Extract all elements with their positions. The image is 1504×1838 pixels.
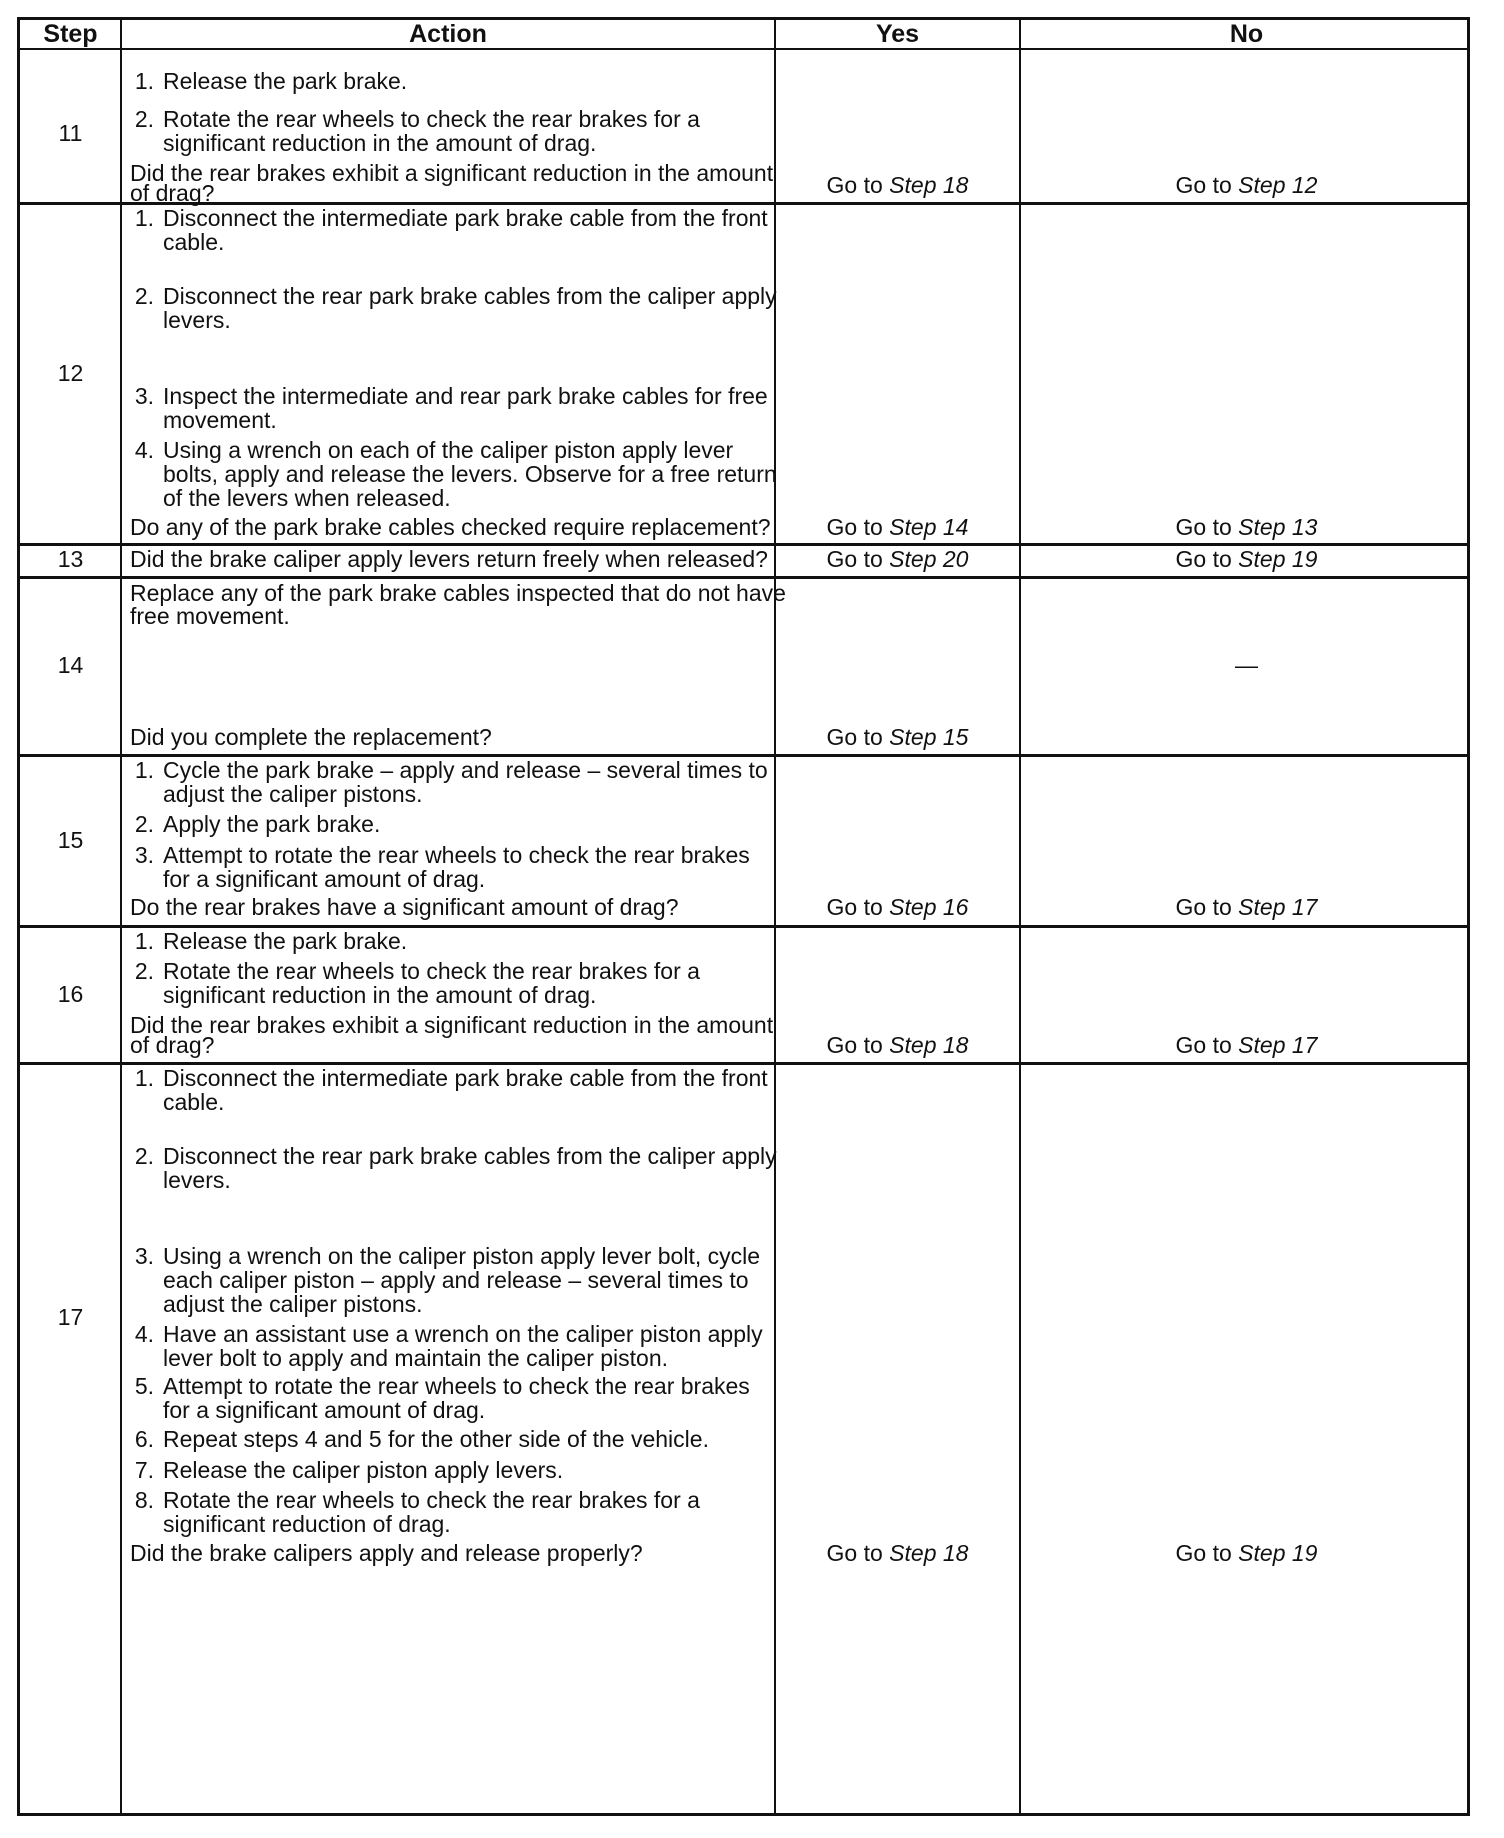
go-to-label: Go to (826, 514, 883, 540)
step-link[interactable]: Step 18 (889, 1032, 969, 1058)
action-question: Did you complete the replacement? (130, 724, 492, 750)
action-item-text: Attempt to rotate the rear wheels to check the rear brakes (163, 1373, 750, 1399)
action-item-text: Disconnect the rear park brake cables from the caliper apply (163, 1143, 777, 1169)
action-item-number: 2. (134, 283, 154, 309)
action-item-text: Repeat steps 4 and 5 for the other side of the vehicle. (163, 1426, 709, 1452)
action-item-text: Release the park brake. (163, 928, 408, 954)
action-item-text: Cycle the park brake – apply and release – several times to (163, 757, 768, 783)
action-question: Did the brake calipers apply and release properly? (130, 1540, 643, 1566)
action-item-number: 8. (134, 1487, 154, 1513)
action-item-number: 1. (134, 68, 154, 94)
no-result-dash: — (1235, 652, 1258, 678)
go-to-label: Go to (826, 1032, 883, 1058)
action-item-text: lever bolt to apply and maintain the caliper piston. (163, 1345, 669, 1371)
step-link[interactable]: Step 16 (889, 894, 969, 920)
header-action: Action (409, 20, 487, 48)
header-step: Step (43, 20, 98, 48)
step-link[interactable]: Step 13 (1238, 514, 1318, 540)
step-number: 17 (57, 1304, 84, 1330)
step-number: 14 (57, 652, 84, 678)
column-divider (120, 20, 122, 1813)
action-question: Do the rear brakes have a significant amount of drag? (130, 894, 679, 920)
no-result (1020, 171, 1473, 199)
action-item-text: for a significant amount of drag. (163, 866, 486, 892)
no-result (1020, 893, 1473, 921)
go-to-label: Go to (1175, 1540, 1232, 1566)
action-item-text: adjust the caliper pistons. (163, 1291, 423, 1317)
action-item-text: significant reduction in the amount of drag. (163, 982, 597, 1008)
action-item-text: significant reduction of drag. (163, 1511, 451, 1537)
go-to-label: Go to (1175, 172, 1232, 198)
yes-result (775, 723, 1020, 751)
action-item-number: 1. (134, 928, 154, 954)
step-link[interactable]: Step 14 (889, 514, 969, 540)
action-item-number: 7. (134, 1457, 154, 1483)
action-text: free movement. (130, 603, 290, 629)
action-item-text: levers. (163, 1167, 231, 1193)
step-link[interactable]: Step 18 (889, 172, 969, 198)
action-item-text: Rotate the rear wheels to check the rear brakes for a (163, 106, 700, 132)
action-item-number: 2. (134, 1143, 154, 1169)
header-no: No (1229, 20, 1264, 48)
action-item-text: Rotate the rear wheels to check the rear brakes for a (163, 958, 700, 984)
action-item-number: 2. (134, 811, 154, 837)
step-number: 12 (57, 360, 84, 386)
action-item-number: 1. (134, 757, 154, 783)
yes-result (775, 171, 1020, 199)
no-result (1020, 1539, 1473, 1567)
yes-result (775, 893, 1020, 921)
step-link[interactable]: Step 17 (1238, 1032, 1318, 1058)
action-item-text: Release the caliper piston apply levers. (163, 1457, 564, 1483)
action-item-text: Using a wrench on each of the caliper piston apply lever (163, 437, 734, 463)
go-to-label: Go to (826, 1540, 883, 1566)
no-result (1020, 513, 1473, 541)
action-item-number: 1. (134, 1065, 154, 1091)
action-item-number: 4. (134, 1321, 154, 1347)
yes-result (775, 513, 1020, 541)
step-link[interactable]: Step 19 (1238, 1540, 1318, 1566)
step-number: 11 (58, 120, 83, 146)
action-item-number: 3. (134, 1243, 154, 1269)
action-item-text: cable. (163, 1089, 225, 1115)
step-number: 13 (57, 546, 84, 572)
diagnostic-table (17, 17, 1470, 1816)
action-item-text: Rotate the rear wheels to check the rear brakes for a (163, 1487, 700, 1513)
action-item-number: 2. (134, 958, 154, 984)
go-to-label: Go to (1175, 546, 1232, 572)
action-item-text: Release the park brake. (163, 68, 408, 94)
action-item-text: Disconnect the rear park brake cables from the caliper apply (163, 283, 777, 309)
header-yes: Yes (875, 20, 920, 48)
no-result (1020, 1031, 1473, 1059)
action-item-text: for a significant amount of drag. (163, 1397, 486, 1423)
go-to-label: Go to (1175, 894, 1232, 920)
step-number: 16 (57, 981, 84, 1007)
action-item-text: Apply the park brake. (163, 811, 381, 837)
step-link[interactable]: Step 12 (1238, 172, 1318, 198)
action-text: Replace any of the park brake cables inspected that do not have (130, 580, 786, 606)
action-question: Did the rear brakes exhibit a significant reduction in the amount (130, 1012, 774, 1038)
action-item-text: each caliper piston – apply and release – several times to (163, 1267, 749, 1293)
step-link[interactable]: Step 19 (1238, 546, 1318, 572)
action-question: Did the rear brakes exhibit a significant reduction in the amount (130, 160, 774, 186)
step-link[interactable]: Step 17 (1238, 894, 1318, 920)
action-question: of drag? (130, 1032, 215, 1058)
action-item-text: Disconnect the intermediate park brake cable from the front (163, 205, 768, 231)
action-item-text: Using a wrench on the caliper piston apply lever bolt, cycle (163, 1243, 761, 1269)
action-item-text: movement. (163, 407, 277, 433)
yes-result (775, 545, 1020, 573)
step-link[interactable]: Step 15 (889, 724, 969, 750)
go-to-label: Go to (1175, 1032, 1232, 1058)
step-link[interactable]: Step 18 (889, 1540, 969, 1566)
action-item-text: Have an assistant use a wrench on the caliper piston apply (163, 1321, 763, 1347)
action-item-number: 4. (134, 437, 154, 463)
action-question: Do any of the park brake cables checked require replacement? (130, 514, 771, 540)
step-link[interactable]: Step 20 (889, 546, 969, 572)
action-question: Did the brake caliper apply levers return freely when released? (130, 546, 768, 572)
action-item-text: Disconnect the intermediate park brake cable from the front (163, 1065, 768, 1091)
action-item-number: 2. (134, 106, 154, 132)
action-item-text: Attempt to rotate the rear wheels to check the rear brakes (163, 842, 750, 868)
go-to-label: Go to (1175, 514, 1232, 540)
yes-result (775, 1539, 1020, 1567)
step-number: 15 (57, 827, 84, 853)
action-question: of drag? (130, 180, 215, 206)
go-to-label: Go to (826, 172, 883, 198)
action-item-text: levers. (163, 307, 231, 333)
go-to-label: Go to (826, 724, 883, 750)
action-item-number: 1. (134, 205, 154, 231)
go-to-label: Go to (826, 894, 883, 920)
action-item-number: 6. (134, 1426, 154, 1452)
action-item-text: significant reduction in the amount of drag. (163, 130, 597, 156)
action-item-text: of the levers when released. (163, 485, 451, 511)
yes-result (775, 1031, 1020, 1059)
action-item-text: adjust the caliper pistons. (163, 781, 423, 807)
action-item-number: 3. (134, 383, 154, 409)
no-result (1020, 545, 1473, 573)
action-item-text: Inspect the intermediate and rear park brake cables for free (163, 383, 768, 409)
go-to-label: Go to (826, 546, 883, 572)
action-item-number: 3. (134, 842, 154, 868)
action-item-number: 5. (134, 1373, 154, 1399)
action-item-text: bolts, apply and release the levers. Observe for a free return (163, 461, 777, 487)
action-item-text: cable. (163, 229, 225, 255)
